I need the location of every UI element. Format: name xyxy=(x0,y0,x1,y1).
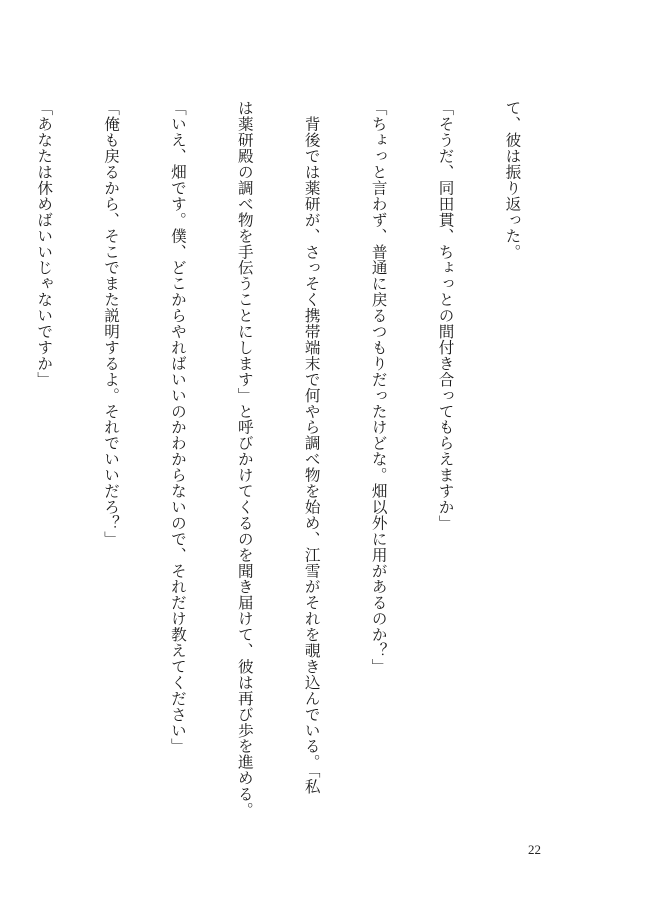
text-line: 背後では薬研が、さっそく携帯端末で何やら調べ物を始め、江雪がそれを覗き込んでいる。「私 xyxy=(302,100,321,794)
text-line: 「俺も戻るから、そこでまた説明するよ。それでいいだろ？」 xyxy=(102,100,121,547)
text-line: 「あなたは休めばいいじゃないですか」 xyxy=(35,100,54,388)
text-line: は薬研殿の調べ物を手伝うことにします」と呼びかけてくるのを聞き届けて、彼は再び歩を進める。 xyxy=(235,100,254,818)
text-line: 「ちょっと言わず、普通に戻るつもりだったけどな。畑以外に用があるのか？」 xyxy=(369,100,388,675)
text-line: て、彼は振り返った。 xyxy=(503,100,522,260)
text-line: 「そうだ、同田貫、ちょっとの間付き合ってもらえますか」 xyxy=(436,100,455,531)
text-line: 「いえ、畑です。僕、どこからやればいいのかわからないので、それだけ教えてください」 xyxy=(168,100,187,754)
page-number: 22 xyxy=(528,842,541,857)
vertical-text-body xyxy=(0,100,568,818)
